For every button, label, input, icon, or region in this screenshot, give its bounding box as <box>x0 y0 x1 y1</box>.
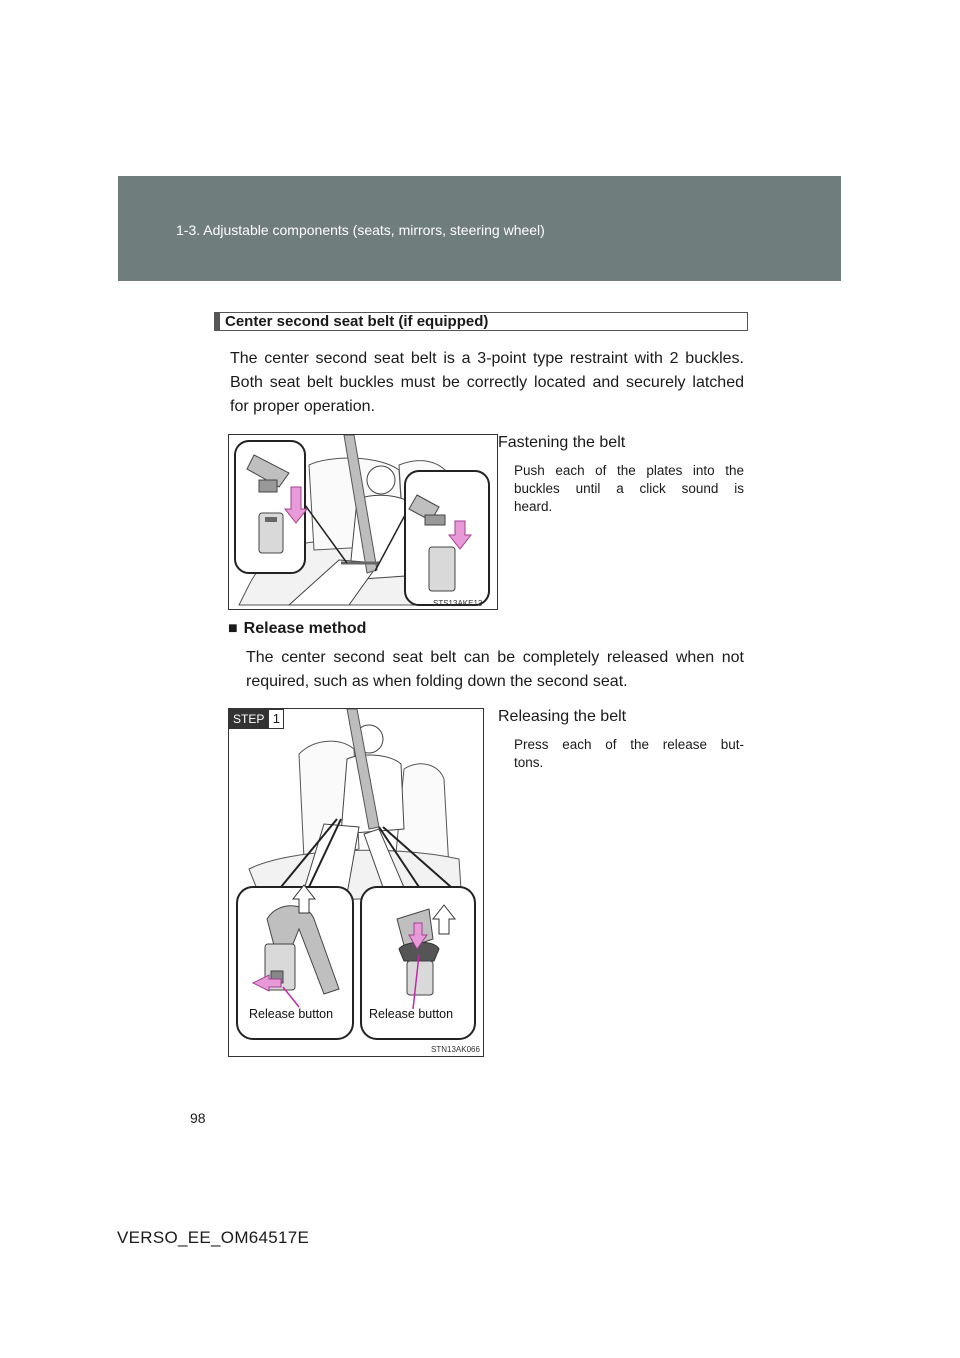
bullet-square-icon: ■ <box>228 620 238 637</box>
fastening-line-3: heard. <box>514 499 553 514</box>
intro-line-1: The center second seat belt is a 3-point type restraint with 2 buckles. <box>230 350 744 367</box>
releasing-line-2: tons. <box>514 755 544 770</box>
section-title-marker <box>215 313 220 330</box>
intro-line-2: Both seat belt buckles must be correctly located and securely latched <box>230 374 744 391</box>
release-method-title: Release method <box>243 620 367 637</box>
fastening-line-1: Push each of the plates into the <box>514 463 744 478</box>
release-method-paragraph <box>246 646 744 694</box>
page-number: 98 <box>190 1110 206 1126</box>
fastening-figure-code: STS13AKE13 <box>433 599 483 608</box>
release-line-2: required, such as when folding down the second seat. <box>246 673 628 690</box>
fastening-instructions <box>514 462 744 516</box>
right-release-button-label: Release button <box>369 1007 454 1021</box>
header-band <box>118 176 841 281</box>
section-title-box <box>214 312 748 331</box>
releasing-figure <box>228 708 484 1057</box>
releasing-illustration <box>229 709 483 1056</box>
intro-paragraph <box>230 347 744 419</box>
left-release-button-label: Release button <box>249 1007 334 1021</box>
releasing-heading: Releasing the belt <box>498 708 627 725</box>
release-method-heading <box>228 620 366 638</box>
chapter-title: 1-3. Adjustable components (seats, mirrors, steering wheel) <box>176 222 545 238</box>
fastening-illustration <box>229 435 497 609</box>
step-number: 1 <box>268 709 284 729</box>
section-title: Center second seat belt (if equipped) <box>225 313 489 330</box>
fastening-heading: Fastening the belt <box>498 434 626 451</box>
step-badge <box>229 709 284 729</box>
step-label: STEP <box>229 709 268 729</box>
fastening-line-2: buckles until a click sound is <box>514 481 744 496</box>
intro-line-3: for proper operation. <box>230 398 375 415</box>
releasing-line-1: Press each of the release but- <box>514 737 744 752</box>
document-code: VERSO_EE_OM64517E <box>117 1228 310 1247</box>
releasing-instructions <box>514 736 744 772</box>
fastening-figure <box>228 434 498 610</box>
releasing-figure-code: STN13AK066 <box>431 1045 480 1054</box>
release-line-1: The center second seat belt can be completely released when not <box>246 649 744 666</box>
